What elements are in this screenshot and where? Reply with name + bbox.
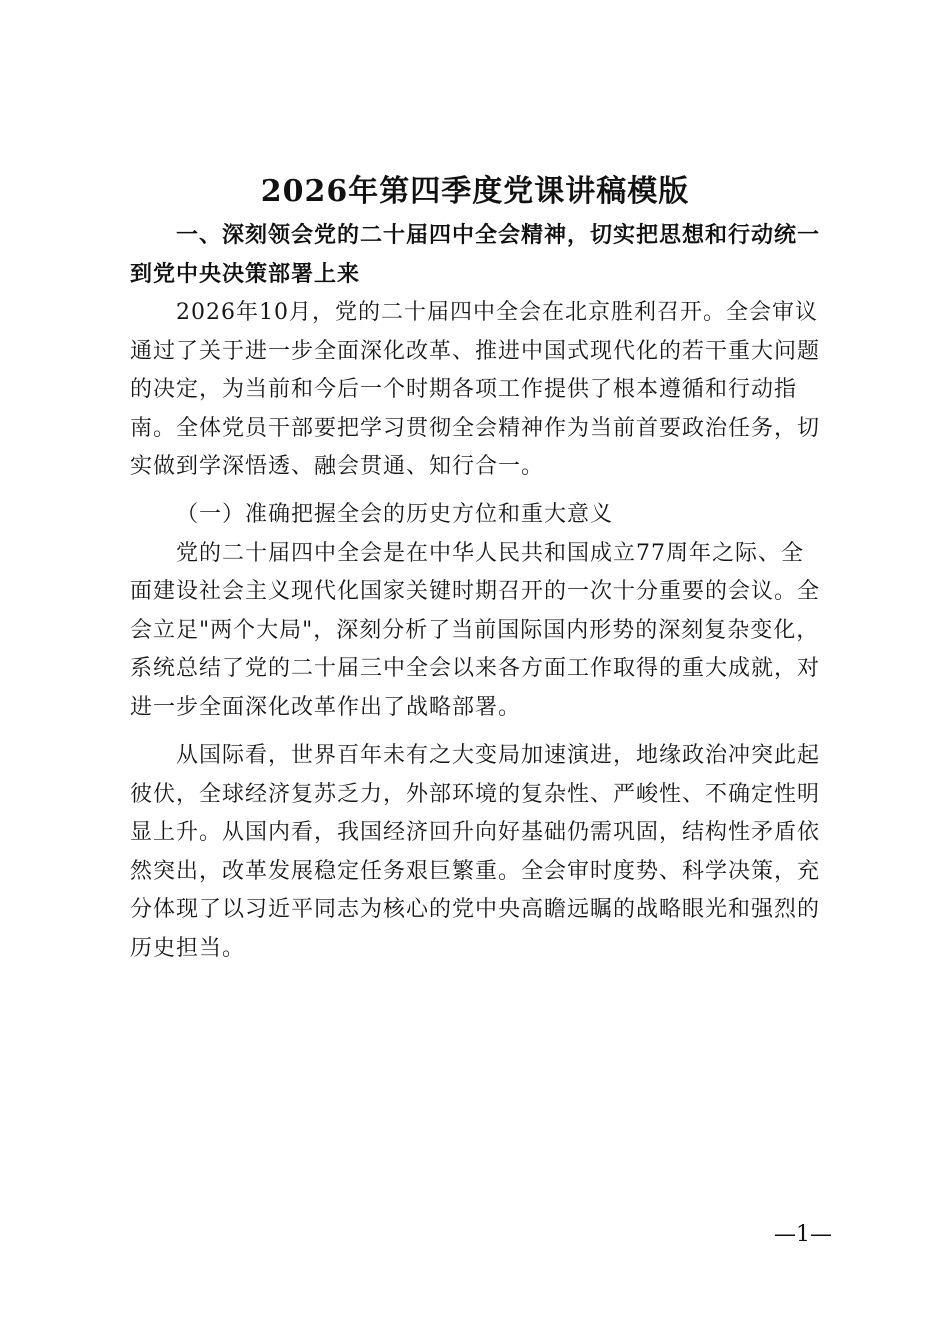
subsection-heading: （一）准确把握全会的历史方位和重大意义 bbox=[176, 501, 614, 527]
body-paragraph: 2026年10月，党的二十届四中全会在北京胜利召开。全会审议通过了关于进一步全面深化改革、推进中国式现代化的若干重大问题的决定，为当前和今后一个时期各项工作提供了根本遵循和行动指南。全体党员干部要把学习贯彻全会精神作为当前首要政治任务，切实做到学深悟透、融会贯通、知行合一。 bbox=[130, 300, 821, 479]
page-number: —1— bbox=[774, 1222, 832, 1247]
section-heading: 一、深刻领会党的二十届四中全会精神，切实把思想和行动统一到党中央决策部署上来 bbox=[130, 223, 821, 287]
document-body bbox=[130, 168, 820, 968]
body-paragraph: 从国际看，世界百年未有之大变局加速演进，地缘政治冲突此起彼伏，全球经济复苏乏力，外部环境的复杂性、严峻性、不确定性明显上升。从国内看，我国经济回升向好基础仍需巩固，结构性矛盾依然突出，改革发展稳定任务艰巨繁重。全会审时度势、科学决策，充分体现了以习近平同志为核心的党中央高瞻远瞩的战略眼光和强烈的历史担当。 bbox=[130, 743, 821, 961]
document-title: 2026年第四季度党课讲稿模版 bbox=[260, 174, 690, 209]
body-paragraph: 党的二十届四中全会是在中华人民共和国成立77周年之际、全面建设社会主义现代化国家关键时期召开的一次十分重要的会议。全会立足"两个大局"，深刻分析了当前国际国内形势的深刻复杂变化，系统总结了党的二十届三中全会以来各方面工作取得的重大成就，对进一步全面深化改革作出了战略部署。 bbox=[130, 540, 821, 720]
